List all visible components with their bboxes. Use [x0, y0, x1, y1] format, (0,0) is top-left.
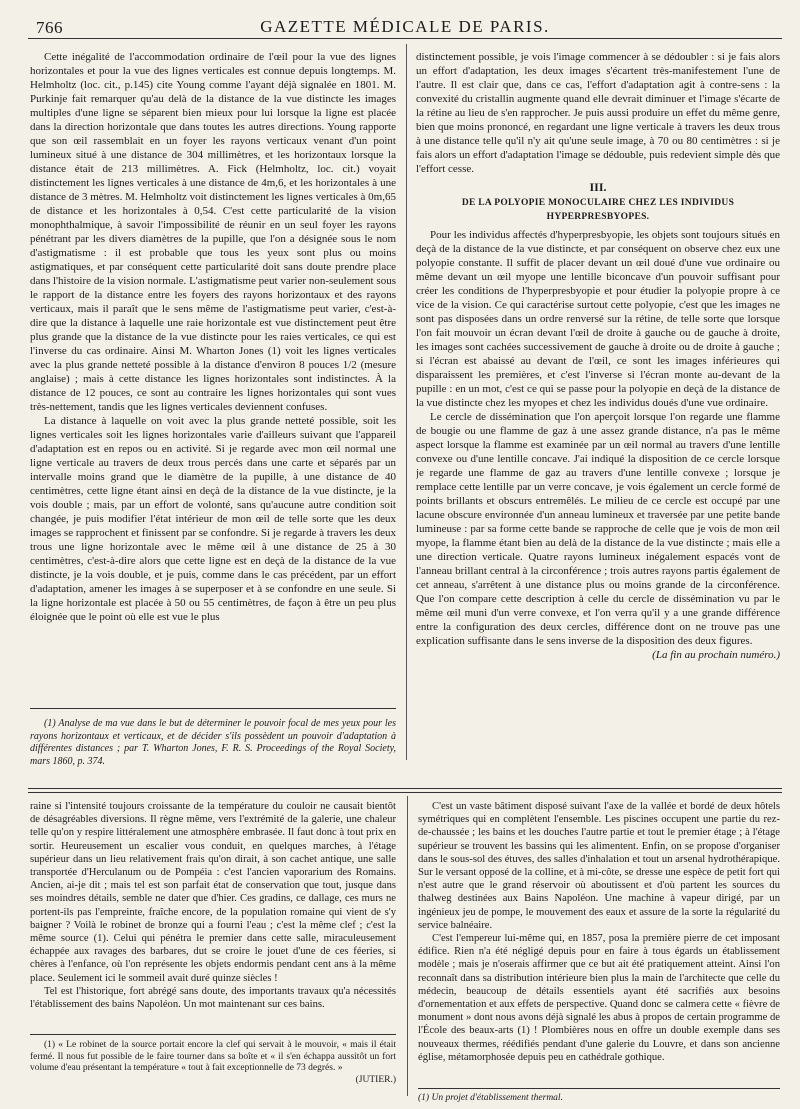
left-paragraph-1: Cette inégalité de l'accommodation ordinaire de l'œil pour la vue des lignes horizontales et pour la vue des lignes verticales est connue depuis longtemps. M. Helmholtz (loc. cit., p.145) cite Young comme l'ayant déjà signalée en 1801. M. Purkinje fait remarquer qu'au delà de la distance de la vue distincte les images multiples d'une ligne se séparent bien mieux pour lui lorsque la ligne est placée dans la direction horizontale que dans toutes les autres directions. Young rapporte que son œil rassemblait en un foyer les rayons verticaux venant d'un point lumineux situé à une distance de 304 millimètres, et les horizontaux lorsque la distance était de 213 millimètres. A. Fick (Helmholtz, loc. cit.) voyait distinctement les lignes verticales à une distance de 4m,6, et les horizontales à une distance de 3 mètres. M. Helmholtz voit distinctement les lignes verticales à 0m,65 de distance et les horizontales à 0,54. C'est cette particularité de la vision monophthalmique, à savoir l'impossibilité de réunir en un seul foyer les rayons pénétrant par les divers diamètres de la pupille, que l'on a désignée sous le nom d'astigmatisme : il est probable que tous les yeux sont plus ou moins astigmatiques, et par conséquent cette particularité doit sans doute prendre place dans l'histoire de la vision normale. L'astigmatisme peut varier non-seulement sous le rapport de la distance entre les foyers des rayons horizontaux et des rayons verticaux, mais il paraît que le sens même de l'astigmatisme peut varier, c'est-à-dire que la distance à laquelle une raie horizontale est vue distinctement peut être plus grande que la distance de la vue distincte pour les raies verticales, ce qui est l'inverse du cas ordinaire. Ainsi M. Wharton Jones (1) voit les lignes verticales avec la plus grande netteté possible à la distance d'environ 8 pouces 1/2 (mesure anglaise) ; mais à cette distance les lignes horizontales sont indistinctes. À la distance de 12 pouces, ce sont au contraire les lignes horizontales qui sont vues très-nettement, tandis que les lignes verticales deviennent confuses. [30, 51, 396, 413]
right-paragraph-2: Le cercle de dissémination que l'on aperçoit lorsque l'on regarde une flamme de bougie ou une flamme de gaz à une assez grande distance, n'a pas le même aspect lorsque la flamme est examinée par un œil normal au travers d'une lentille convexe ou d'une lentille concave. J'ai indiqué la disposition de ce cercle lorsque je regarde une flamme de gaz au travers d'une lentille convexe ; lorsque je remplace cette lentille par un verre concave, je vois également un cercle formé de points brillants et obscurs entremêlés. Le milieu de ce cercle est occupé par une lacune obscure environnée d'un anneau lumineux et traversée par une petite bande lumineuse : par sa forme cette bande se rapproche de celle que je vois de mon œil myope, la flamme étant bien au delà de la distance de la vue distincte ; mais elle a une direction verticale. Quatre rayons lumineux inégalement espacés vont de l'anneau brillant central à la circonférence ; trois autres rayons partis également de cet anneau, s'arrêtent à une distance plus ou moins grande de la circonférence. Que l'on compare cette description à celle du cercle de dissémination vu par le même œil muni d'un verre convexe, et l'on verra qu'il y a une grande différence entre la configuration des deux cercles, différence dont on ne trouve pas une explication suffisante dans le sens inverse de la disposition des deux figures. [416, 411, 780, 647]
footnote-robinet-text: (1) « Le robinet de la source portait encore la clef qui servait à le mouvoir, « mais il était fermé. Il nous fut possible de le faire tourner dans sa boîte et « il s'en échappa aussitôt un fort volume d'eau présentant la température « tout à fait exceptionnelle de 73 degrés. » [30, 1040, 396, 1073]
footnote-divider-left [30, 708, 396, 709]
bottom-left-column [30, 800, 396, 1030]
journal-title: GAZETTE MÉDICALE DE PARIS. [260, 17, 550, 36]
footnote-robinet [30, 1040, 396, 1085]
continuation-note: (La fin au prochain numéro.) [652, 649, 780, 661]
column-divider-top [406, 44, 407, 760]
section-title: DE LA POLYOPIE MONOCULAIRE CHEZ LES INDIVIDUS HYPERPRESBYOPES. [461, 198, 735, 222]
bottom-right-footnote [418, 1092, 780, 1106]
section-number: III. [589, 180, 607, 194]
page-number: 766 [36, 18, 63, 37]
footnote-signature: (JUTIER.) [355, 1074, 396, 1085]
footnote-projet: (1) Un projet d'établissement thermal. [418, 1093, 563, 1103]
page-header [28, 12, 782, 39]
bottom-left-footnote [30, 1040, 396, 1100]
bottom-left-paragraph-2: Tel est l'historique, fort abrégé sans doute, des importants travaux qu'a nécessités l'établissement des bains Napoléon. Un mot maintenant sur ces bains. [30, 985, 396, 1011]
left-footnote [30, 718, 396, 780]
bottom-right-column [418, 800, 780, 1080]
column-divider-bottom [407, 796, 408, 1096]
bottom-right-paragraph-1: C'est un vaste bâtiment disposé suivant l'axe de la vallée et bordé de deux hôtels symétriques qui en complètent l'ensemble. Les piscines occupent une partie du rez-de-chaussée ; les bains et les douches l'autre partie et tout le premier étage ; à l'étage supérieur se trouvent les bassins qui les alimentent. Enfin, on se propose d'organiser dans le sous-sol des étuves, des salles d'inhalation et tout un arsenal hydrothérapique. Sur le versant opposé de la colline, et à mi-côte, se dresse une espèce de petit fort qui n'est autre que le grand réservoir où aboutissent et d'où partent les sources du thalweg destinées aux Bains Napoléon. Une machine à vapeur dirigé, par un ingénieux jeu de pompe, le mouvement des eaux et assure de la sorte la régularité du service balnéaire. [418, 801, 780, 931]
right-column [416, 50, 780, 750]
left-paragraph-2: La distance à laquelle on voit avec la plus grande netteté possible, soit les lignes verticales soit les lignes horizontales varie d'ailleurs suivant que l'appareil d'adaptation est en repos ou en activité. Si je regarde avec mon œil normal une ligne verticale au travers de deux trous percés dans une carte et séparés par un intervalle moins grand que le diamètre de la pupille, à une distance de 40 centimètres, cette ligne étant ainsi en deçà de la distance de la vue distincte, je la vois double ; mais, par un effort de volonté, sans qu'aucune autre condition soit changée, je puis modifier l'état intérieur de mon œil de telle sorte que les deux images se rapprochent et finissent par se confondre. Si je regarde à travers les deux trous une ligne horizontale avec le même œil à une distance de 25 à 30 centimètres, c'est-à-dire alors que cette ligne est en deçà de la distance de la vue distincte, je la vois double, et je puis, comme dans le cas précédent, par un effort d'adaptation, amener les images à se superposer et à se confondre en une seule. Si la ligne horizontale est placée à 50 ou 55 centimètres, de façon à être un peu plus éloignée que le point où elle est vue le plus [30, 415, 396, 623]
footnote-wharton-jones: (1) Analyse de ma vue dans le but de déterminer le pouvoir focal de mes yeux pour les rayons horizontaux et verticaux, et de décider s'ils possèdent un pouvoir d'adaptation à différentes distances ; par T. Wharton Jones, F. R. S. Proceedings of the Royal Society, mars 1860, p. 374. [30, 718, 396, 767]
footnote-divider-bottom-left [30, 1034, 396, 1035]
bottom-right-paragraph-2: C'est l'empereur lui-même qui, en 1857, posa la première pierre de cet imposant édifice. Rien n'a été négligé depuis pour en faire à tous égards un établissement modèle ; mais je n'oserais affirmer que ce but ait été pratiquement atteint. Ainsi l'on reconnaît dans sa distribution intérieure bien plus la main de l'architecte que celle du médecin, beaucoup de détails essentiels ayant été sacrifiés aux besoins d'ornementation et aux effets de perspective. Quand donc se calmera cette « fièvre de monument » dont nous avons déjà signalé les abus à propos de certain programme de l'École des beaux-arts (1) ! Plombières nous en offre un double exemple dans ses nouveaux thermes, réédifiés pendant d'une galerie du Louvre, et dans son ancienne église, métamorphosée depuis peu en cathédrale gothique. [418, 933, 780, 1063]
bottom-left-paragraph-1: raine si l'intensité toujours croissante de la température du couloir ne causait bientôt de désagréables diversions. Il règne même, vers l'extrémité de la galerie, une chaleur telle qu'on y respire littéralement une atmosphère embrasée. Il faut donc à tout prix en sortir. Heureusement un escalier vous conduit, en quelques marches, à l'étage supérieur dans un lieu relativement frais qu'on dirait, à son cachet antique, une salle transportée d'Herculanum ou de Pompéia : c'est l'ancien vaporarium des Romains. Ancien, ai-je dit ; mais tel est son parfait état de conservation que tout, jusque dans ses moindres détails, semble ne dater que d'hier. Ces gradins, ce dallage, ces murs ne portent-ils pas l'empreinte, fraîche encore, de la population romaine qui vient de s'y baigner ? Voilà le robinet de bronze qui a fourni l'eau ; c'est la même clef ; c'est la même source (1). Celui qui pénétra le premier dans cette salle, miraculeusement échappée aux ravages des barbares, dut se croire le jouet d'une de ces féeries, si chères à l'enfance, où l'on représente les objets endormis pendant cent ans à la même place. Seulement ici le sommeil avait duré quinze siècles ! [30, 801, 396, 984]
right-paragraph-continued: distinctement possible, je vois l'image commencer à se dédoubler : si je fais alors un effort d'adaptation, les deux images s'écartent très-manifestement l'une de l'autre. Il est clair que, dans ce cas, l'effort d'adaptation agit à contre-sens : la convexité du cristallin augmente quand elle devrait diminuer et l'image s'écarte de la rétine au lieu de s'en rapprocher. Je puis aussi produire un effet du même genre, bien que moins prononcé, en regardant une ligne verticale à travers les deux trous à une distance telle qu'il n'y ait qu'une seule image, à 70 ou 80 centimètres : si je fais alors un effort d'adaptation l'image se dédouble, puis redevient simple dès que l'effort cesse. [416, 51, 780, 175]
left-column [30, 50, 396, 700]
section-separator [28, 788, 782, 793]
footnote-divider-bottom-right [418, 1088, 780, 1089]
right-paragraph-1: Pour les individus affectés d'hyperpresbyopie, les objets sont toujours situés en deçà de la distance de la vue distincte, et par conséquent on observe chez eux une polyopie constante. Il suffit de placer devant un œil doué d'une vue ordinaire ou même devant un œil myope une lentille biconcave d'un pouvoir suffisant pour créer les conditions de l'hyperpresbyopie et pour étudier la polyopie propre à ce vice de la vision. Ce qui caractérise surtout cette polyopie, c'est que les images ne sont pas disposées dans un ordre renversé sur la rétine, de telle sorte que lorsque l'on fait mouvoir un écran devant l'œil de droite à gauche ou de gauche à droite, les images sont cachées successivement de gauche à droite ou de droite à gauche ; si l'écran est abaissé au devant de l'œil, ce sont les images inférieures qui disparaissent les premières, et c'est l'inverse si l'écran monte au-devant de la pupille : en un mot, c'est ce qui se passe pour la polyopie en deçà de la distance de la vue distincte chez les myopes et chez les individus doués d'une vue ordinaire. [416, 229, 780, 409]
